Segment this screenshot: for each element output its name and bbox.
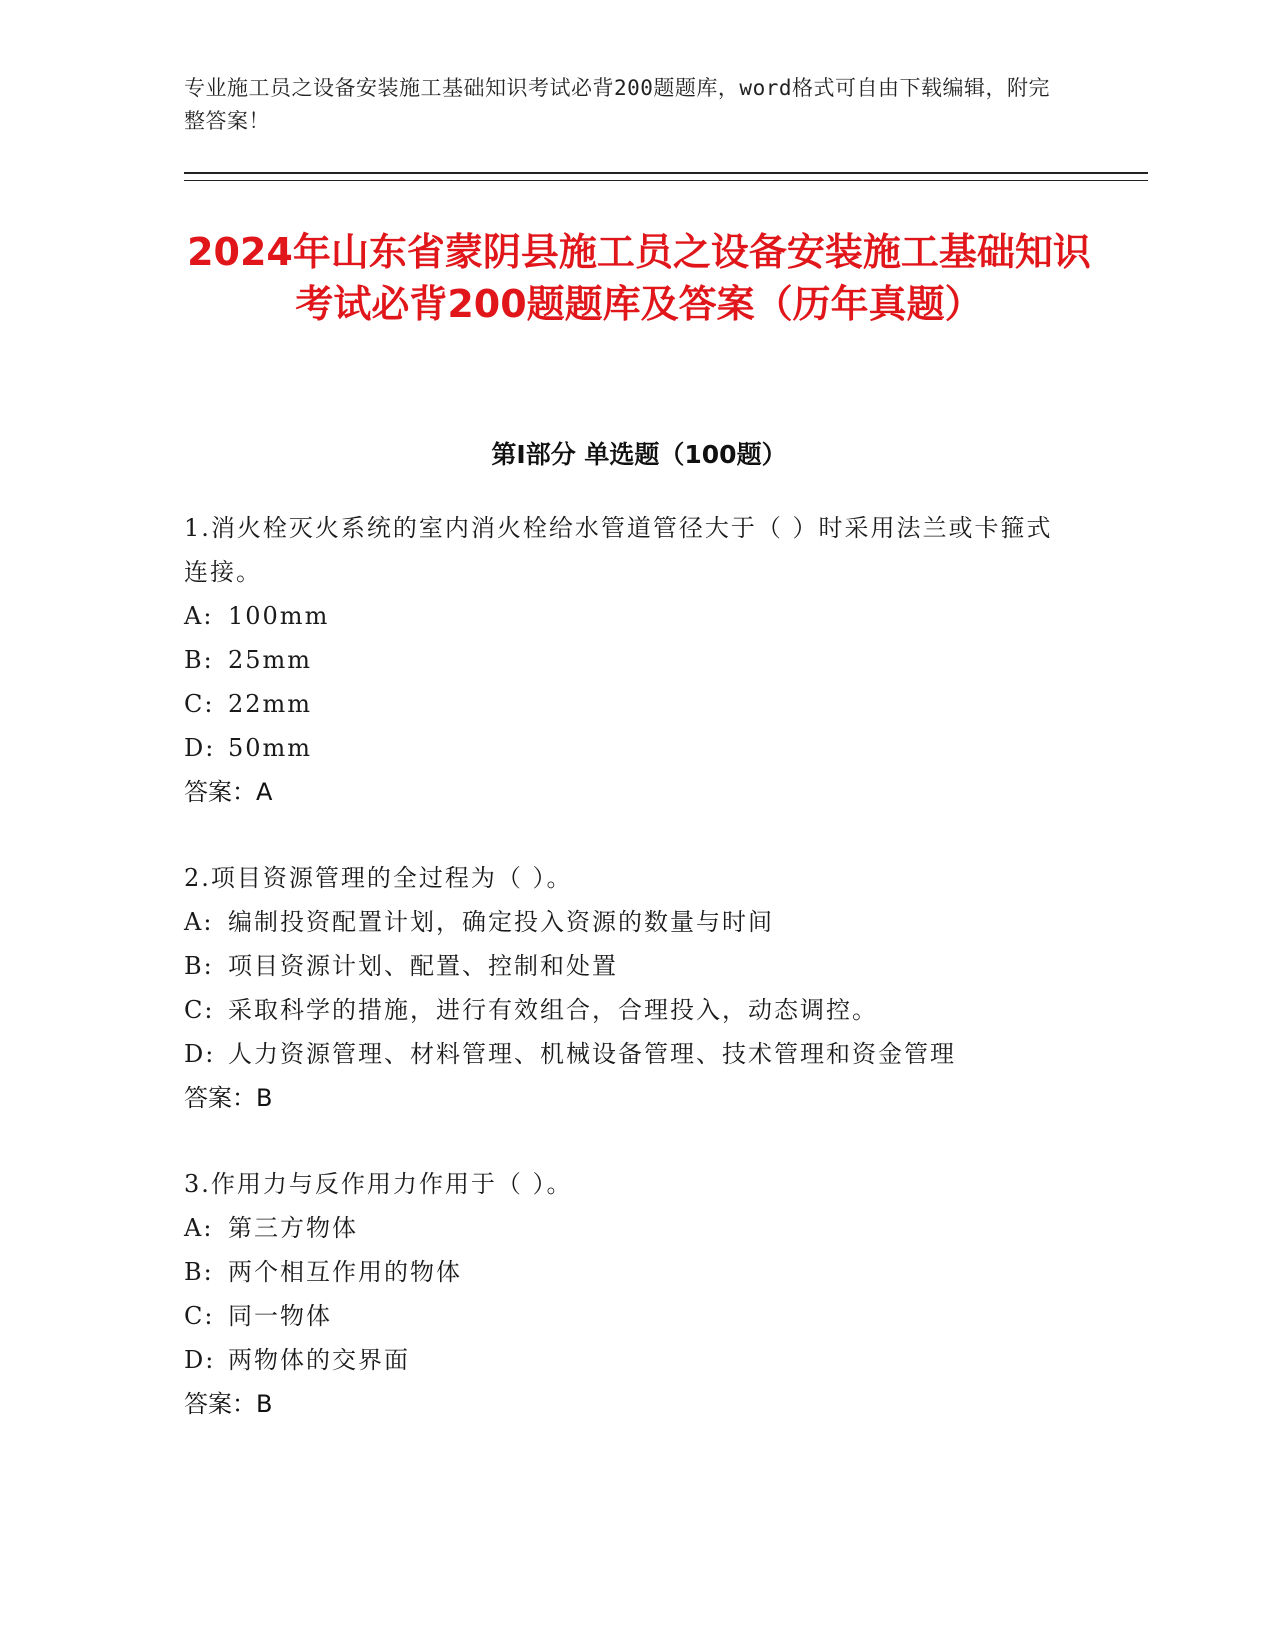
option-letter: A: <box>184 1214 214 1242</box>
option-text: 采取科学的措施，进行有效组合，合理投入，动态调控。 <box>228 996 878 1024</box>
answer: 答案：B <box>184 1084 273 1112</box>
option-d <box>184 1032 1064 1076</box>
option-letter: B: <box>184 646 214 674</box>
option-text: 两物体的交界面 <box>228 1346 410 1374</box>
option-letter: B: <box>184 1258 214 1286</box>
header-rule-thin <box>184 180 1148 181</box>
option-b <box>184 638 1064 682</box>
option-a <box>184 1206 1064 1250</box>
option-letter: D: <box>184 734 216 762</box>
option-c <box>184 988 1064 1032</box>
option-b <box>184 944 1064 988</box>
option-b <box>184 1250 1064 1294</box>
option-text: 100mm <box>228 602 330 630</box>
answer: 答案：A <box>184 778 273 806</box>
header-rule-thick <box>184 172 1148 174</box>
option-letter: B: <box>184 952 214 980</box>
option-d <box>184 1338 1064 1382</box>
section-title: 第Ⅰ部分 单选题（100题） <box>491 440 787 469</box>
option-letter: D: <box>184 1040 216 1068</box>
option-text: 项目资源计划、配置、控制和处置 <box>228 952 618 980</box>
option-text: 编制投资配置计划，确定投入资源的数量与时间 <box>228 908 774 936</box>
question-1 <box>184 506 1064 814</box>
option-a <box>184 900 1064 944</box>
option-letter: A: <box>184 908 214 936</box>
option-text: 同一物体 <box>228 1302 332 1330</box>
question-stem: 1.消火栓灭火系统的室内消火栓给水管道管径大于（ ）时采用法兰或卡箍式连接。 <box>184 514 1053 586</box>
option-text: 50mm <box>228 734 313 762</box>
option-d <box>184 726 1064 770</box>
option-text: 25mm <box>228 646 313 674</box>
header-note: 专业施工员之设备安装施工基础知识考试必背200题题库，word格式可自由下载编辑，附完整答案！ <box>184 76 1050 133</box>
option-text: 22mm <box>228 690 313 718</box>
option-text: 人力资源管理、材料管理、机械设备管理、技术管理和资金管理 <box>228 1040 956 1068</box>
document-title: 2024年山东省蒙阴县施工员之设备安装施工基础知识考试必背200题题库及答案（历年真题） <box>187 230 1091 326</box>
option-a <box>184 594 1064 638</box>
option-letter: C: <box>184 996 215 1024</box>
option-text: 第三方物体 <box>228 1214 358 1242</box>
option-text: 两个相互作用的物体 <box>228 1258 462 1286</box>
question-stem: 2.项目资源管理的全过程为（ ）。 <box>184 864 573 892</box>
option-c <box>184 682 1064 726</box>
option-letter: D: <box>184 1346 216 1374</box>
option-letter: A: <box>184 602 214 630</box>
option-letter: C: <box>184 690 215 718</box>
answer: 答案：B <box>184 1390 273 1418</box>
question-2 <box>184 856 1064 1120</box>
question-3 <box>184 1162 1064 1426</box>
question-stem: 3.作用力与反作用力作用于（ ）。 <box>184 1170 573 1198</box>
option-letter: C: <box>184 1302 215 1330</box>
option-c <box>184 1294 1064 1338</box>
